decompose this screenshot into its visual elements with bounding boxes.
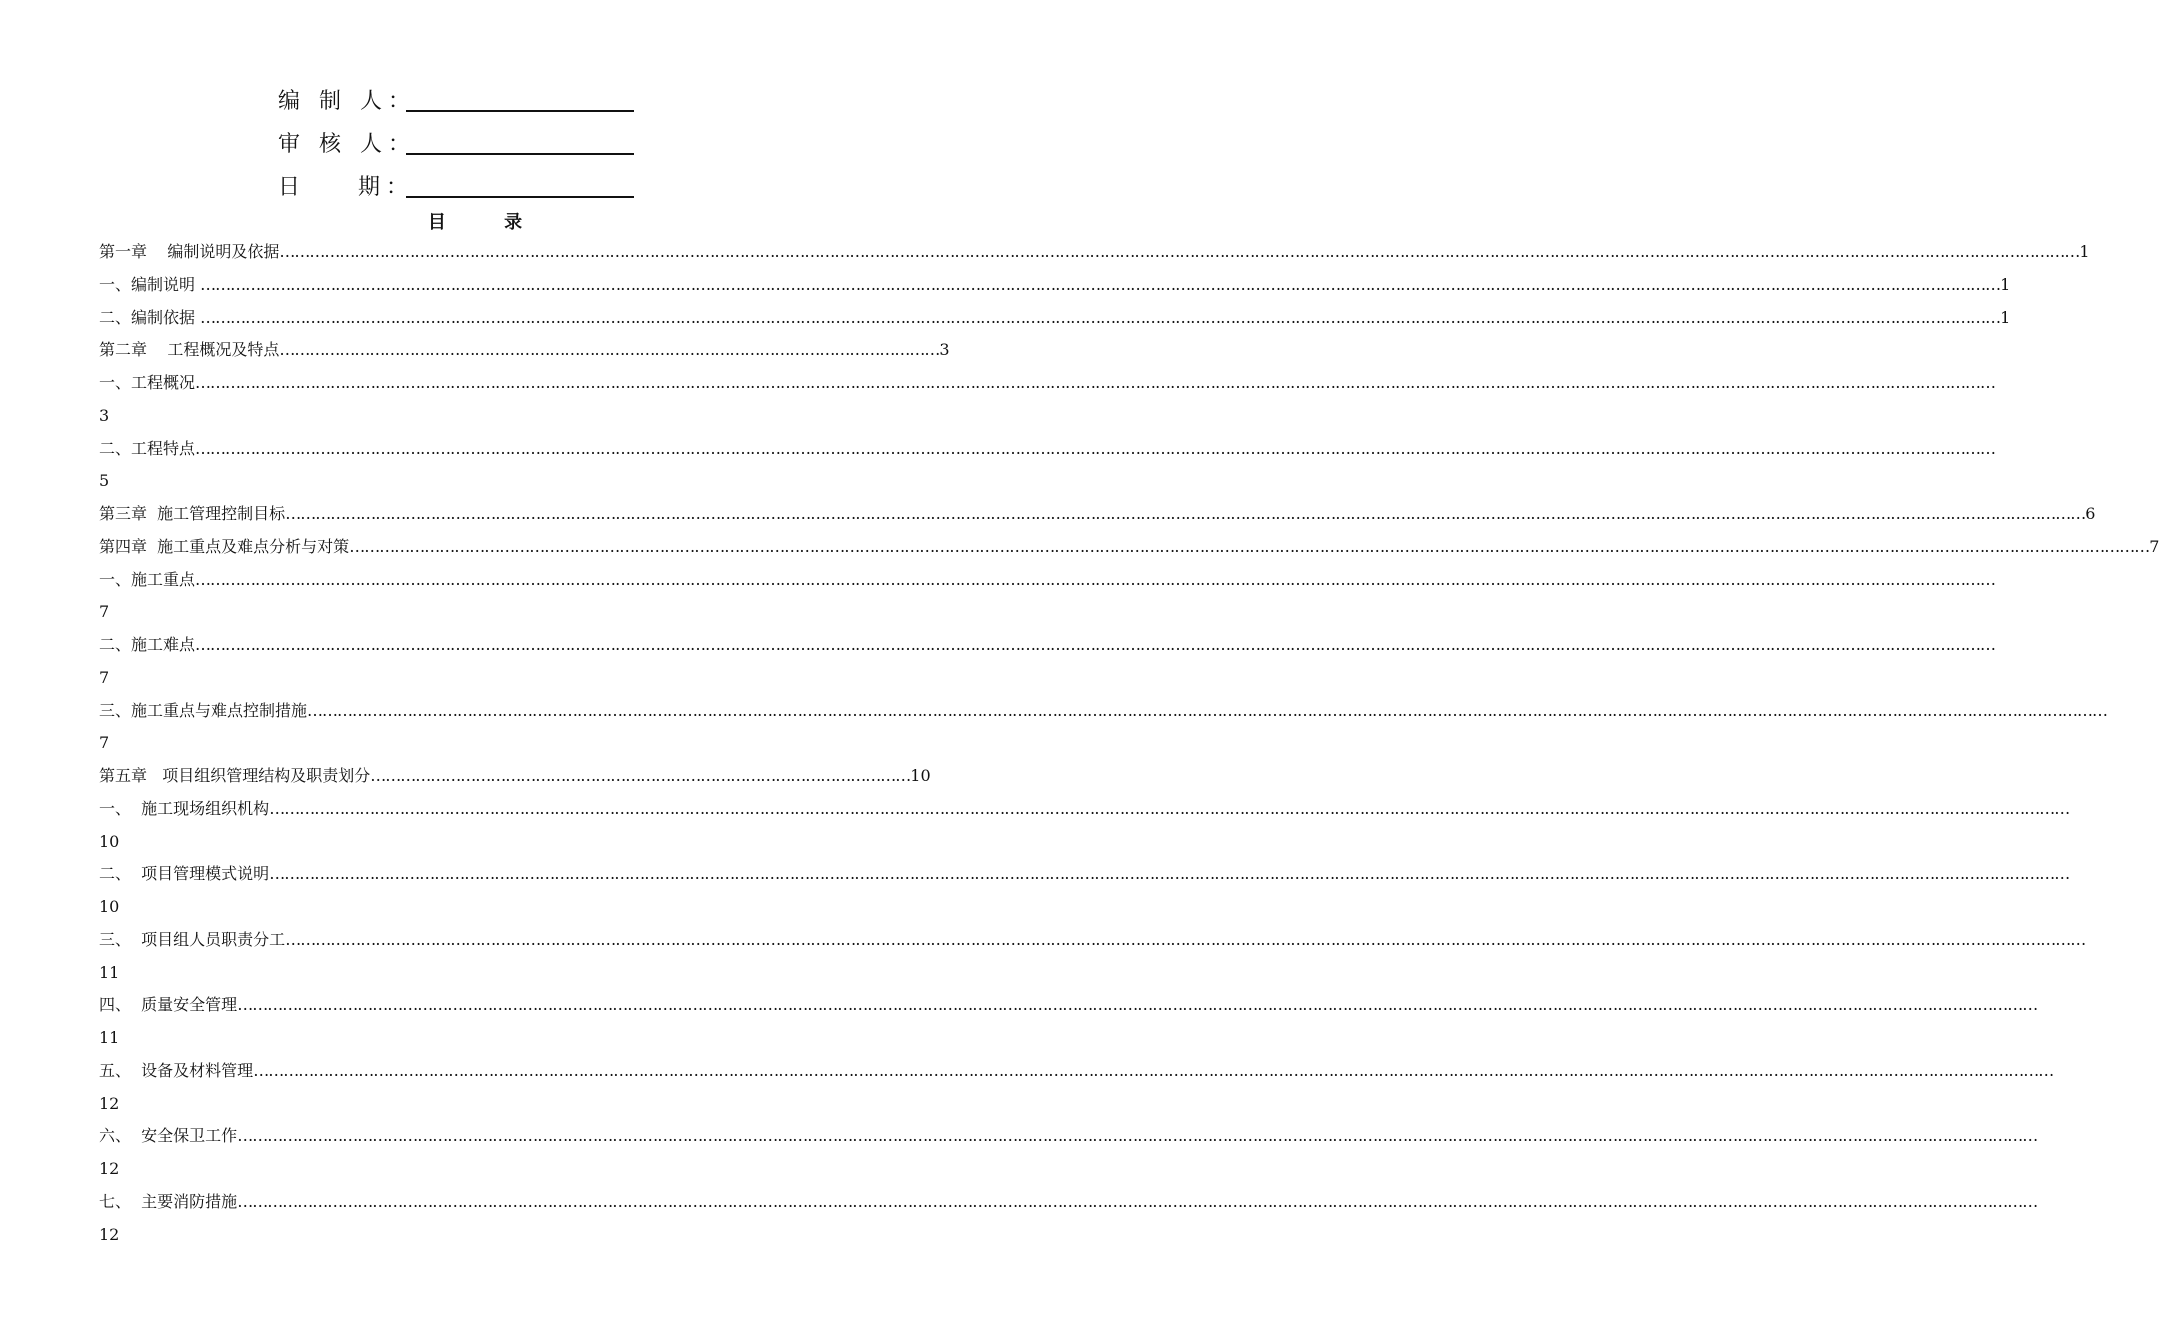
- toc-entry-page-wrapped: [99, 957, 850, 990]
- toc-entry-title: 第一章 编制说明及依据: [99, 242, 280, 261]
- toc-entry[interactable]: [99, 1120, 2038, 1153]
- toc-leader-dots: ………………………………………………………………………………………………………………………………………………………………………………………………………………………………………………………………………………………………………………………………: [285, 504, 2086, 523]
- table-of-contents: [99, 236, 2159, 1251]
- toc-entry[interactable]: [99, 531, 2159, 564]
- toc-entry-page: 10: [99, 831, 120, 851]
- toc-leader-dots: ………………………………………………………………………………………………………………………………………………………………………………………………………………………………………………………………………………………………………………………………: [200, 307, 2001, 327]
- toc-entry-page: 12: [99, 1093, 120, 1113]
- toc-entry[interactable]: [99, 334, 950, 367]
- toc-entry-title: 二、施工难点: [99, 635, 196, 654]
- toc-entry-page: 3: [939, 340, 950, 360]
- signoff-reviewer-line[interactable]: [406, 153, 634, 155]
- toc-entry[interactable]: [99, 858, 2070, 891]
- signoff-compiler-line[interactable]: [406, 110, 634, 112]
- signoff-date-row: [278, 164, 634, 207]
- toc-entry[interactable]: [99, 989, 2038, 1022]
- toc-entry[interactable]: [99, 1055, 2054, 1088]
- toc-entry-title: 二、 项目管理模式说明: [99, 864, 270, 884]
- toc-leader-dots: ………………………………………………………………………………………………………………………………………………………………………………………………………………………………………………………………………………………………………………………………: [269, 798, 2070, 818]
- toc-entry-page: 7: [2149, 536, 2159, 556]
- toc-entry-title: 三、施工重点与难点控制措施: [99, 700, 308, 720]
- toc-entry[interactable]: [99, 367, 1996, 400]
- toc-entry-page: 5: [99, 471, 110, 491]
- signoff-reviewer-label: 审 核 人：: [278, 132, 416, 157]
- toc-leader-dots: ………………………………………………………………………………………………………………………………………………………………………………………………………………………………………………………………………………………………………………………………: [237, 995, 2038, 1015]
- toc-entry-title: 一、编制说明: [99, 274, 201, 294]
- toc-entry-page: 7: [99, 667, 110, 687]
- signoff-date-label: 日 期：: [278, 175, 414, 200]
- toc-entry[interactable]: [99, 760, 931, 793]
- toc-entry-page: 12: [99, 1159, 120, 1178]
- toc-entry-page: 11: [99, 962, 120, 982]
- toc-entry-page: 6: [2085, 504, 2096, 523]
- signoff-reviewer-row: [278, 121, 634, 164]
- toc-title: 目 录: [427, 212, 549, 233]
- signoff-date-line[interactable]: [406, 196, 634, 198]
- toc-entry-title: 一、施工重点: [99, 569, 196, 589]
- toc-entry-page-wrapped: [99, 400, 850, 433]
- toc-entry-page-wrapped: [99, 1219, 850, 1252]
- toc-entry[interactable]: [99, 433, 1996, 466]
- toc-entry-title: 一、 施工现场组织机构: [99, 798, 270, 818]
- signoff-compiler-label: 编 制 人：: [278, 89, 416, 114]
- toc-leader-dots: ………………………………………………………………………………………………………………………………………………………………………………………………………………………………………………………………………………………………………………………………: [200, 274, 2001, 294]
- toc-entry-title: 第四章 施工重点及难点分析与对策: [99, 536, 350, 556]
- toc-entry[interactable]: [99, 629, 1996, 662]
- toc-entry-page-wrapped: [99, 465, 850, 498]
- toc-entry[interactable]: [99, 793, 2070, 826]
- toc-entry-title: 一、工程概况: [99, 373, 196, 392]
- signoff-block: [278, 78, 634, 207]
- toc-leader-dots: ………………………………………………………………………………………………………………………………………………………………………………………………………………………………………………………………………………………………………………………………: [253, 1060, 2054, 1080]
- toc-entry[interactable]: [99, 1186, 2038, 1219]
- toc-entry-page: 1: [2000, 307, 2011, 327]
- toc-entry-page: 1: [2000, 274, 2011, 294]
- toc-entry-title: 四、 质量安全管理: [99, 995, 238, 1015]
- toc-entry-page: 7: [99, 733, 110, 753]
- toc-entry-title: 第二章 工程概况及特点: [99, 340, 280, 360]
- toc-entry-title: 二、工程特点: [99, 438, 196, 458]
- toc-leader-dots: ………………………………………………………………………………………………………………………………………………………………………………………………………………………………………………………………………………………………………………………………: [349, 536, 2150, 556]
- toc-entry[interactable]: [99, 564, 1996, 597]
- toc-leader-dots: ………………………………………………………………………………………………………………………………………………………………………………………………………………………………………………………………………………………………………………………………: [285, 929, 2086, 949]
- toc-entry-page: 3: [99, 405, 110, 425]
- toc-leader-dots: ……………………………………………………………………………………………………………………: [279, 340, 940, 360]
- toc-entry-page: 10: [99, 897, 120, 916]
- toc-leader-dots: ………………………………………………………………………………………………………………………………………………………………………………………………………………………………………………………………………………………………………………………………: [195, 438, 1996, 458]
- toc-leader-dots: ………………………………………………………………………………………………: [370, 766, 911, 785]
- toc-entry-page-wrapped: [99, 1022, 850, 1055]
- toc-entry[interactable]: [99, 302, 2011, 335]
- toc-entry-page: 11: [99, 1028, 120, 1047]
- toc-entry-page: 12: [99, 1224, 120, 1244]
- toc-entry-page: 1: [2079, 242, 2090, 261]
- toc-entry-page: 7: [99, 602, 110, 622]
- toc-entry-page-wrapped: [99, 1153, 850, 1186]
- toc-entry-title: 三、 项目组人员职责分工: [99, 929, 286, 949]
- toc-entry-title: 第五章 项目组织管理结构及职责划分: [99, 766, 371, 785]
- toc-entry-page-wrapped: [99, 1088, 850, 1121]
- toc-leader-dots: ………………………………………………………………………………………………………………………………………………………………………………………………………………………………………………………………………………………………………………………………: [195, 569, 1996, 589]
- toc-entry-page-wrapped: [99, 826, 850, 859]
- toc-entry[interactable]: [99, 236, 2090, 269]
- toc-leader-dots: ………………………………………………………………………………………………………………………………………………………………………………………………………………………………………………………………………………………………………………………………: [269, 864, 2070, 884]
- toc-leader-dots: ………………………………………………………………………………………………………………………………………………………………………………………………………………………………………………………………………………………………………………………………: [195, 373, 1996, 392]
- signoff-compiler-row: [278, 78, 634, 121]
- toc-leader-dots: ………………………………………………………………………………………………………………………………………………………………………………………………………………………………………………………………………………………………………………………………: [279, 242, 2080, 261]
- toc-entry[interactable]: [99, 498, 2096, 531]
- toc-entry-page-wrapped: [99, 596, 850, 629]
- toc-entry-page-wrapped: [99, 727, 850, 760]
- toc-entry-title: 二、编制依据: [99, 307, 201, 327]
- toc-entry[interactable]: [99, 695, 2108, 728]
- toc-entry-page-wrapped: [99, 891, 850, 924]
- toc-entry[interactable]: [99, 269, 2011, 302]
- toc-leader-dots: ………………………………………………………………………………………………………………………………………………………………………………………………………………………………………………………………………………………………………………………………: [195, 635, 1996, 654]
- toc-entry[interactable]: [99, 924, 2086, 957]
- toc-leader-dots: ………………………………………………………………………………………………………………………………………………………………………………………………………………………………………………………………………………………………………………………………: [237, 1126, 2038, 1146]
- toc-entry-title: 六、 安全保卫工作: [99, 1126, 238, 1146]
- toc-entry-title: 第三章 施工管理控制目标: [99, 504, 286, 523]
- toc-entry-title: 七、 主要消防措施: [99, 1191, 238, 1211]
- toc-leader-dots: ………………………………………………………………………………………………………………………………………………………………………………………………………………………………………………………………………………………………………………………………: [237, 1191, 2038, 1211]
- toc-entry-page-wrapped: [99, 662, 850, 695]
- toc-leader-dots: ………………………………………………………………………………………………………………………………………………………………………………………………………………………………………………………………………………………………………………………………: [307, 700, 2108, 720]
- toc-entry-title: 五、 设备及材料管理: [99, 1060, 254, 1080]
- toc-entry-page: 10: [910, 766, 931, 785]
